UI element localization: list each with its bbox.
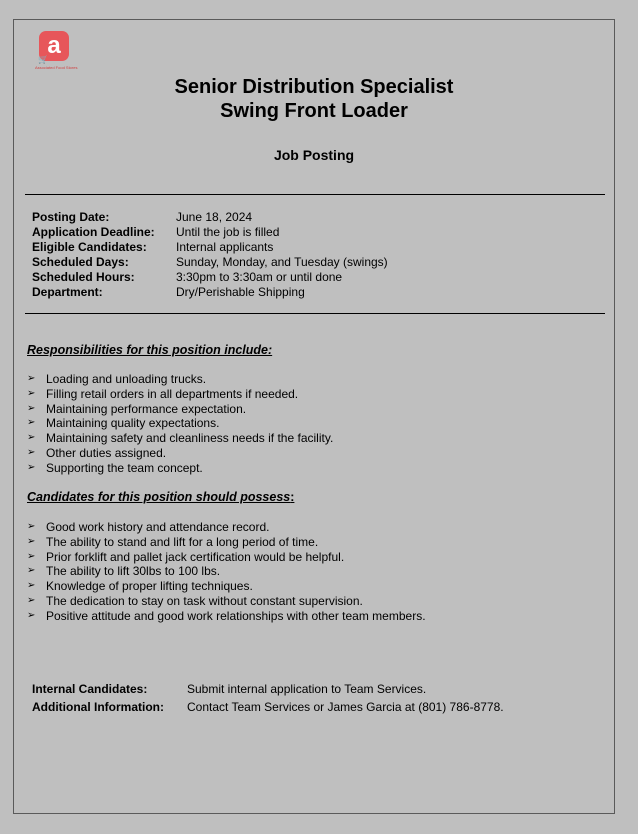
document-page xyxy=(13,19,615,814)
list-item xyxy=(27,402,333,417)
info-value: June 18, 2024 xyxy=(176,210,253,224)
info-value: 3:30pm to 3:30am or until done xyxy=(176,270,343,284)
list-item xyxy=(27,416,333,431)
job-posting-subtitle: Job Posting xyxy=(273,147,355,163)
footer-row xyxy=(32,698,504,716)
list-item-text: Other duties assigned. xyxy=(46,445,167,460)
list-item xyxy=(27,609,426,624)
bullet-arrow-icon: ➢ xyxy=(27,432,36,444)
list-item xyxy=(27,550,426,565)
job-title-line1: Senior Distribution Specialist xyxy=(174,76,454,98)
candidates-heading xyxy=(27,490,294,504)
divider xyxy=(25,194,605,195)
list-item xyxy=(27,431,333,446)
info-label: Scheduled Days: xyxy=(32,255,129,269)
info-row xyxy=(32,255,388,270)
posting-info xyxy=(32,210,388,300)
list-item xyxy=(27,446,333,461)
list-item xyxy=(27,564,426,579)
info-value: Sunday, Monday, and Tuesday (swings) xyxy=(176,255,388,269)
info-value: Until the job is filled xyxy=(176,225,280,239)
footer-label: Additional Information: xyxy=(32,700,164,714)
list-item xyxy=(27,579,426,594)
company-logo xyxy=(35,31,79,73)
responsibilities-list xyxy=(27,372,333,476)
list-item xyxy=(27,535,426,550)
list-item-text: The ability to lift 30lbs to 100 lbs. xyxy=(46,564,221,579)
list-item-text: The ability to stand and lift for a long period of time. xyxy=(46,534,319,549)
bullet-arrow-icon: ➢ xyxy=(27,373,36,384)
bullet-arrow-icon: ➢ xyxy=(27,461,36,473)
info-label: Eligible Candidates: xyxy=(32,240,147,254)
footer-value: Contact Team Services or James Garcia at (801) 786-8778. xyxy=(187,700,504,714)
candidates-heading-colon: : xyxy=(290,490,295,504)
candidates-list xyxy=(27,520,426,624)
list-item xyxy=(27,594,426,609)
info-row xyxy=(32,240,388,255)
footer-label: Internal Candidates: xyxy=(32,682,148,696)
list-item xyxy=(27,387,333,402)
info-label: Scheduled Hours: xyxy=(32,270,135,284)
bullet-arrow-icon: ➢ xyxy=(27,535,36,547)
info-label: Department: xyxy=(32,285,103,299)
list-item xyxy=(27,461,333,476)
info-row xyxy=(32,225,388,240)
job-title-line2: Swing Front Loader xyxy=(220,100,408,122)
bullet-arrow-icon: ➢ xyxy=(27,565,36,577)
cart-icon: 🛒 xyxy=(38,55,48,64)
bullet-arrow-icon: ➢ xyxy=(27,402,36,414)
footer-row xyxy=(32,680,504,698)
list-item-text: Loading and unloading trucks. xyxy=(46,372,207,386)
info-row xyxy=(32,285,388,300)
list-item-text: Prior forklift and pallet jack certification would be helpful. xyxy=(46,549,345,564)
divider xyxy=(25,313,605,314)
list-item xyxy=(27,520,426,535)
list-item-text: Knowledge of proper lifting techniques. xyxy=(46,579,253,594)
list-item-text: Good work history and attendance record. xyxy=(46,520,270,534)
candidates-heading-text: Candidates for this position should possess xyxy=(27,490,291,504)
info-row xyxy=(32,270,388,285)
logo-tagline: Associated Food Stores xyxy=(35,65,78,70)
bullet-arrow-icon: ➢ xyxy=(27,609,36,621)
list-item-text: Maintaining safety and cleanliness needs if the facility. xyxy=(46,431,334,446)
bullet-arrow-icon: ➢ xyxy=(27,417,36,429)
list-item-text: Maintaining quality expectations. xyxy=(46,416,220,431)
list-item xyxy=(27,372,333,387)
bullet-arrow-icon: ➢ xyxy=(27,521,36,532)
list-item-text: Filling retail orders in all departments if needed. xyxy=(46,386,299,401)
bullet-arrow-icon: ➢ xyxy=(27,594,36,606)
list-item-text: Supporting the team concept. xyxy=(46,460,203,475)
info-label: Posting Date: xyxy=(32,210,110,224)
info-value: Internal applicants xyxy=(176,240,274,254)
bullet-arrow-icon: ➢ xyxy=(27,387,36,399)
bullet-arrow-icon: ➢ xyxy=(27,446,36,458)
logo-badge: a xyxy=(39,31,69,61)
info-label: Application Deadline: xyxy=(32,225,155,239)
footer-info xyxy=(32,680,504,716)
list-item-text: Positive attitude and good work relationships with other team members. xyxy=(46,608,426,623)
list-item-text: Maintaining performance expectation. xyxy=(46,401,247,416)
footer-value: Submit internal application to Team Services. xyxy=(187,682,427,696)
info-value: Dry/Perishable Shipping xyxy=(176,285,305,299)
bullet-arrow-icon: ➢ xyxy=(27,550,36,562)
info-row xyxy=(32,210,388,225)
responsibilities-heading: Responsibilities for this position include: xyxy=(27,343,273,357)
list-item-text: The dedication to stay on task without constant supervision. xyxy=(46,593,363,608)
bullet-arrow-icon: ➢ xyxy=(27,580,36,592)
